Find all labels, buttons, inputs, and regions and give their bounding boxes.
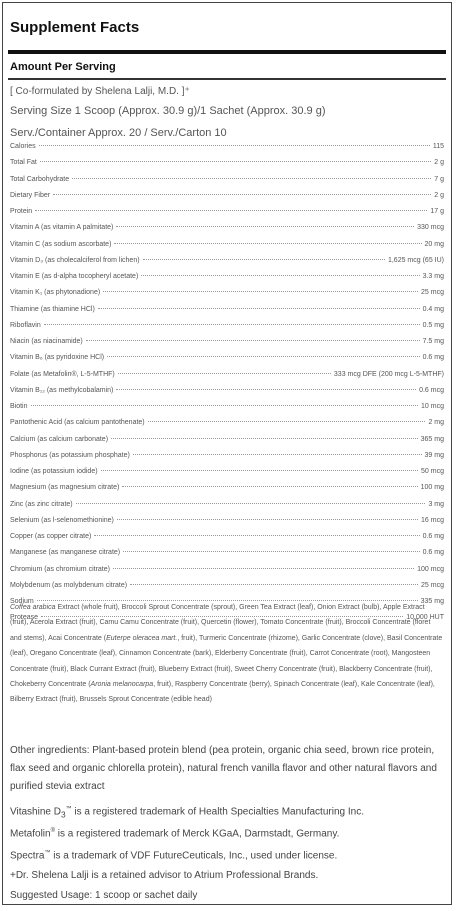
vitashine-tm: ™ [65,806,72,812]
nutrient-label: Magnesium (as magnesium citrate) [10,484,120,492]
metafolin-trademark [10,828,339,839]
nutrient-label: Total Carbohydrate [10,175,70,183]
vitashine-trademark [10,806,364,819]
nutrient-value: 335 mg [420,598,444,605]
metafolin-name: Metafolin [10,828,51,840]
nutrient-label: Vitamin D₃ (as cholecalciferol from lichen) [10,256,140,264]
nutrient-label: Iodine (as potassium iodide) [10,468,98,475]
dot-leader [40,161,431,162]
nutrient-label: Vitamin B₁₂ (as methylcobalamin) [10,386,114,394]
nutrient-label: Protein [10,208,33,215]
nutrient-label: Vitamin B₆ (as pyridoxine HCl) [10,354,105,362]
nutrient-row [10,582,444,598]
nutrient-value: 0.6 mcg [419,386,444,394]
dot-leader [86,340,420,341]
nutrient-value: 100 mcg [417,565,444,573]
nutrient-row [10,224,444,240]
nutrient-value: 1,625 mcg (65 IU) [387,256,444,264]
nutrient-label: Biotin [10,403,28,410]
nutrient-row [10,306,444,322]
vitashine-text: is a registered trademark of Health Specialties Manufacturing Inc. [71,806,364,818]
dot-leader [118,373,331,374]
nutrient-value: 0.6 mg [422,354,444,362]
nutrient-label: Phosphorus (as potassium phosphate) [10,451,130,459]
nutrient-row [10,403,444,419]
nutrient-row [10,566,444,582]
nutrient-value: 3 mg [428,500,444,508]
nutrient-label: Thiamine (as thiamine HCl) [10,305,95,313]
dot-leader [111,438,418,439]
nutrient-label: Vitamin K₁ (as phytonadione) [10,289,101,297]
nutrient-row [10,371,444,387]
nutrient-row [10,468,444,484]
dot-leader [44,324,420,325]
blend-text-1: Extract (whole fruit), Broccoli Sprout Concentrate (sprout), Green Tea Extract (leaf), Onion Extract (bulb), Apple Extract (fruit), Acerola Extract (fruit), Camu Camu Concentrate (fruit), Quercetin (flower), Tomato Concentrate (fruit), Broccoli Concentrate (floret and stems), Acai Concentrate ( [10,604,431,642]
dot-leader [123,551,419,552]
dot-leader [98,308,420,309]
dot-leader [101,470,418,471]
nutrient-row [10,176,444,192]
nutrient-label: Niacin (as niacinamide) [10,338,83,345]
suggested-usage: Suggested Usage: 1 scoop or sachet daily [10,890,198,901]
spectra-trademark [10,850,337,861]
amount-header: Amount Per Serving [10,61,116,73]
other-ingredients: Other ingredients: Plant-based protein blend (pea protein, organic chia seed, brown rice protein, flax seed and organic chlorella protein), natural french vanilla flavor and other natural flavors and purified stevia extract [10,745,437,792]
serving-size: Serving Size 1 Scoop (Approx. 30.9 g)/1 Sachet (Approx. 30.9 g) [10,105,326,117]
nutrient-table [10,143,444,631]
nutrient-label: Sodium [10,598,34,605]
supplement-facts-panel [2,2,452,905]
nutrient-value: 16 mcg [421,516,444,524]
nutrient-label: Vitamin E (as d-alpha tocopheryl acetate) [10,273,139,280]
coformulated-note: [ Co-formulated by Shelena Lalji, M.D. ]⁺ [10,86,190,97]
nutrient-value: 25 mcg [421,289,444,297]
dot-leader [117,519,418,520]
nutrient-label: Chromium (as chromium citrate) [10,565,110,573]
dot-leader [122,486,417,487]
dot-leader [107,356,419,357]
nutrient-label: Dietary Fiber [10,191,51,199]
nutrient-row [10,387,444,403]
nutrient-value: 115 [432,143,444,150]
dot-leader [141,275,419,276]
nutrient-row [10,549,444,565]
nutrient-row [10,452,444,468]
page-title: Supplement Facts [10,19,140,36]
spectra-name: Spectra [10,850,45,862]
nutrient-row [10,322,444,338]
dot-leader [53,194,431,195]
nutrient-value: 2 g [434,159,444,167]
blend-italic-3: Aronia melanocarpa [90,681,154,689]
nutrient-value: 50 mcg [421,468,444,475]
nutrient-row [10,533,444,549]
dot-leader [116,389,416,390]
dot-leader [116,226,414,227]
nutrient-value: 7.5 mg [422,338,444,345]
nutrient-label: Vitamin C (as sodium ascorbate) [10,240,112,248]
vitashine-sub: 3 [60,809,66,820]
nutrient-value: 17 g [430,208,444,215]
nutrient-row [10,159,444,175]
nutrient-value: 39 mg [424,451,444,459]
nutrient-row [10,289,444,305]
dot-leader [133,454,422,455]
dot-leader [143,259,385,260]
nutrient-value: 2 mg [428,419,444,427]
servings-per-container: Serv./Container Approx. 20 / Serv./Carton 10 [10,127,227,139]
metafolin-reg: ® [50,828,55,834]
nutrient-value: 2 g [434,191,444,199]
nutrient-value: 3.3 mg [422,273,444,280]
nutrient-label: Copper (as copper citrate) [10,533,92,540]
nutrient-value: 365 mg [420,435,444,443]
nutrient-value: 7 g [434,175,444,183]
nutrient-label: Vitamin A (as vitamin A palmitate) [10,224,114,232]
nutrient-value: 0.6 mg [422,533,444,540]
nutrient-row [10,501,444,517]
nutrient-value: 100 mg [420,484,444,492]
blend-italic-1: Coffea arabica [10,604,56,611]
nutrient-row [10,192,444,208]
nutrient-row [10,517,444,533]
blend-italic-2: Euterpe oleracea mart. [106,634,178,642]
nutrient-row [10,338,444,354]
nutrient-value: 0.4 mg [422,305,444,313]
nutrient-value: 10,000 HUT [406,614,444,622]
nutrient-row [10,484,444,500]
divider-thick [8,50,446,54]
nutrient-value: 0.6 mg [422,549,444,557]
nutrient-value: 0.5 mg [422,321,444,329]
nutrient-row [10,273,444,289]
nutrient-row [10,143,444,159]
vitashine-name: Vitashine D [10,806,61,818]
blend-text-2: , fruit), Turmeric Concentrate (rhizome), Garlic Concentrate (clove), Basil Concentrate (leaf), Oregano Concentrate (leaf), Cinnamon Concentrate (bark), Elderberry Concentrate (fruit), Carrot Concentrate (root), Mangosteen Concentrate (fruit), Black Currant Extract (fruit), Blueberry Extract (fruit), Sweet Cherry Concentrate (fruit), Blackberry Concentrate (fruit), Chokeberry Concentrate ( [10,634,443,689]
nutrient-value: 333 mcg DFE (200 mcg L-5-MTHF) [333,370,444,378]
nutrient-row [10,241,444,257]
nutrient-label: Selenium (as l-selenomethionine) [10,516,114,524]
blend-text-3: , fruit), Raspberry Concentrate (berry), Spinach Concentrate (leaf), Kale Concentrate (leaf), Bilberry Extract (fruit), Brussels Sprout Concentrate (edible head) [10,681,435,704]
dot-leader [114,243,421,244]
dot-leader [103,291,418,292]
dot-leader [148,421,426,422]
dot-leader [130,584,418,585]
nutrient-label: Total Fat [10,159,37,167]
dot-leader [31,405,419,406]
nutrient-row [10,208,444,224]
nutrient-label: Folate (as Metafolin®, L-5-MTHF) [10,370,115,378]
dot-leader [39,145,430,146]
nutrient-row [10,419,444,435]
nutrient-label: Manganese (as manganese citrate) [10,549,121,557]
nutrient-label: Protease [10,614,39,622]
nutrient-row [10,354,444,370]
dot-leader [76,503,426,504]
dot-leader [94,535,419,536]
dot-leader [72,178,431,179]
nutrient-value: 25 mcg [421,581,444,589]
dot-leader [113,568,414,569]
nutrient-label: Pantothenic Acid (as calcium pantothenate) [10,419,145,427]
spectra-text: is a trademark of VDF FutureCeuticals, Inc., used under license. [50,850,338,862]
nutrient-value: 20 mg [424,240,444,248]
nutrient-row [10,257,444,273]
nutrient-label: Calories [10,143,36,150]
blend-ingredients [10,600,444,708]
metafolin-text: is a registered trademark of Merck KGaA, Darmstadt, Germany. [55,828,340,840]
dot-leader [35,210,427,211]
nutrient-value: 10 mcg [421,403,444,410]
nutrient-label: Calcium (as calcium carbonate) [10,435,109,443]
nutrient-label: Riboflavin [10,321,41,329]
divider-thin [8,78,446,80]
spectra-tm: ™ [44,850,51,856]
nutrient-value: 330 mcg [417,224,444,232]
nutrient-label: Zinc (as zinc citrate) [10,500,73,508]
nutrient-label: Molybdenum (as molybdenum citrate) [10,581,128,589]
advisor-note: +Dr. Shelena Lalji is a retained advisor to Atrium Professional Brands. [10,870,319,881]
nutrient-row [10,436,444,452]
